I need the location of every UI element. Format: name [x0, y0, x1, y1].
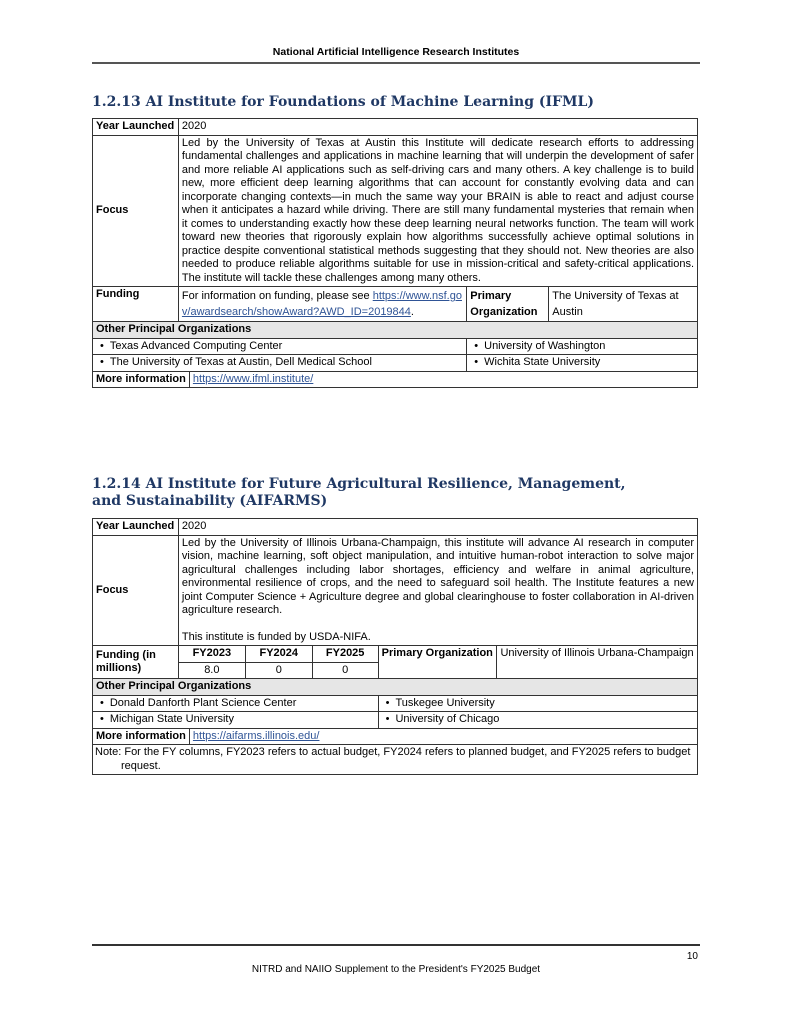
org-item: • Michigan State University: [93, 712, 379, 729]
org-item: • Texas Advanced Computing Center: [93, 338, 467, 355]
fy-header: FY2025: [312, 646, 378, 663]
ifml-orgs-row: [93, 338, 698, 355]
more-info-link[interactable]: https://aifarms.illinois.edu/: [192, 729, 320, 742]
funding-label: Funding (in millions): [93, 646, 179, 679]
org-item: • Donald Danforth Plant Science Center: [93, 695, 379, 712]
aifarms-focus-row: [93, 535, 698, 646]
other-orgs-label: Other Principal Organizations: [93, 679, 698, 696]
funding-text: [178, 287, 466, 322]
aifarms-heading: 1.2.14 AI Institute for Future Agricultural Resilience, Management, and Sustainability (AIFARMS): [92, 476, 626, 509]
funding-end: .: [410, 306, 414, 318]
more-info-label: More information: [93, 372, 190, 388]
primary-org-label: Primary Organization: [378, 646, 497, 679]
fy-header: FY2023: [178, 646, 245, 663]
fy-value: 0: [312, 662, 378, 679]
aifarms-orgs-row: [93, 712, 698, 729]
org-item: • University of Washington: [467, 338, 698, 355]
org-item: • Wichita State University: [467, 355, 698, 372]
focus-text: Led by the University of Illinois Urbana-Champaign, this institute will advance AI research in computer vision, machine learning, soft object manipulation, and intuitive human-robot interaction to solve major agricultural challenges including labor shortages, efficiency and welfare in animal agriculture, environmental resilience of crops, and the need to safeguard soil health. The Institute features a new joint Computer Science + Agriculture degree and global clearinghouse to foster collaboration in AI-driven agriculture research.: [181, 536, 694, 616]
year-value: 2020: [178, 519, 697, 536]
year-label: Year Launched: [93, 519, 179, 536]
aifarms-note-row: [93, 745, 698, 775]
more-info-cell: [93, 728, 698, 745]
more-info-label: More information: [93, 729, 190, 745]
fy-value: 0: [245, 662, 312, 679]
table-note: Note: For the FY columns, FY2023 refers to actual budget, FY2024 refers to planned budget, and FY2025 refers to budget request.: [93, 745, 698, 775]
primary-org-value: The University of Texas at Austin: [549, 287, 698, 322]
aifarms-year-row: [93, 519, 698, 536]
ifml-other-orgs-header: [93, 322, 698, 339]
aifarms-orgs-row: [93, 695, 698, 712]
funding-label: Funding: [93, 287, 179, 322]
ifml-heading: 1.2.13 AI Institute for Foundations of Machine Learning (IFML): [92, 94, 594, 110]
running-footer: NITRD and NAIIO Supplement to the President's FY2025 Budget: [251, 964, 541, 975]
ifml-table: [92, 118, 698, 388]
running-header: National Artificial Intelligence Research Institutes: [272, 46, 520, 58]
aifarms-more-info-row: [93, 728, 698, 745]
more-info-cell: [93, 371, 698, 388]
ifml-year-row: [93, 119, 698, 136]
focus-label: Focus: [93, 135, 179, 287]
ifml-funding-row: [93, 287, 698, 322]
header-rule: [92, 62, 700, 64]
fy-value: 8.0: [178, 662, 245, 679]
ifml-focus-row: [93, 135, 698, 287]
primary-org-label: Primary Organization: [467, 287, 549, 322]
focus-text: Led by the University of Texas at Austin this Institute will dedicate research efforts to addressing fundamental challenges and applications in machine learning that will underpin the development of safer and more reliable AI applications such as self-driving cars and many others. A key challenge is to build new, more efficient deep learning algorithms that can account for constantly evolving data and can incorporate changing contexts—in much the same way your BRAIN is able to react and adjust course when it anticipates a hazard while driving. There are still many fundamental mysteries that remain when it comes to understanding exactly how these deep learning neural networks function. The team will work toward new theories that rigorously explain how algorithms successfully achieve optimal solutions in practice despite conventional statistical methods suggesting that they should not. New theories are also needed to produce reliable algorithms suitable for use in mission-critical and safety-critical applications. The institute will tackle these challenges among many others.: [178, 135, 697, 287]
year-label: Year Launched: [93, 119, 179, 136]
fy-header: FY2024: [245, 646, 312, 663]
aifarms-funding-header-row: [93, 646, 698, 663]
funding-link[interactable]: https://www.nsf.gov/awardsearch/showAward?AWD_ID=2019844: [181, 290, 462, 318]
org-item: • Tuskegee University: [378, 695, 697, 712]
focus-cell: [178, 535, 697, 646]
primary-org-value: University of Illinois Urbana-Champaign: [497, 646, 698, 679]
footer-rule: [92, 944, 700, 946]
aifarms-table: [92, 518, 698, 775]
year-value: 2020: [178, 119, 697, 136]
ifml-orgs-row: [93, 355, 698, 372]
other-orgs-label: Other Principal Organizations: [93, 322, 698, 339]
org-item: • University of Chicago: [378, 712, 697, 729]
more-info-link[interactable]: https://www.ifml.institute/: [192, 372, 314, 385]
aifarms-other-orgs-header: [93, 679, 698, 696]
focus-funding-note: This institute is funded by USDA-NIFA.: [181, 630, 371, 643]
page-number: 10: [686, 951, 698, 962]
org-item: • The University of Texas at Austin, Dell Medical School: [93, 355, 467, 372]
funding-intro: For information on funding, please see: [181, 290, 373, 302]
focus-label: Focus: [93, 535, 179, 646]
ifml-more-info-row: [93, 371, 698, 388]
